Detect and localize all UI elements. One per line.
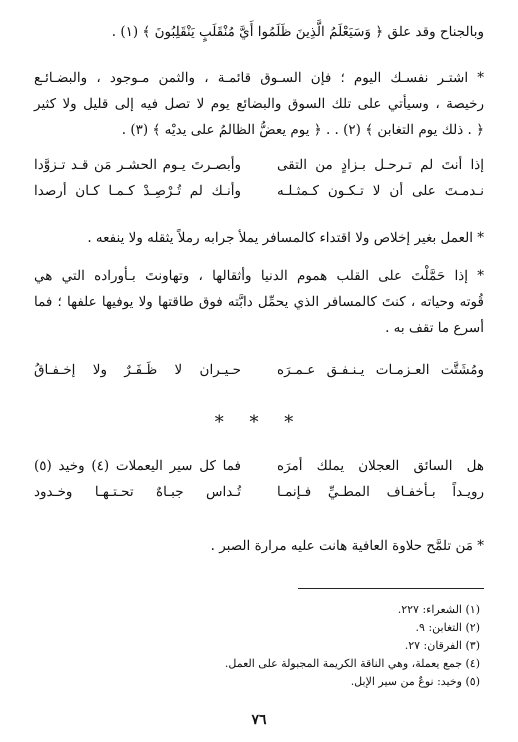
footnote: (٣) الفرقان: ٢٧. bbox=[404, 639, 480, 652]
verse-first-hemistich: ومُشَتَّت العـزمـات يـنـفـق عـمـرَه bbox=[277, 362, 484, 378]
verse-second-hemistich: فما كل سير اليعملات (٤) وخيد (٥) bbox=[34, 458, 242, 474]
paragraph-line: ﴿ . ذلك يوم التغابن ﴾ (٢) . . ﴿ يوم يعضُّ الظالمُ على يديْه ﴾ (٣) . bbox=[121, 122, 484, 138]
footnote: (٤) جمع يعملة، وهي الناقة الكريمة المجبولة على العمل. bbox=[224, 657, 480, 670]
footnote: (١) الشعراء: ٢٢٧. bbox=[397, 603, 480, 616]
verse-first-hemistich: رويـداً بـأخفـاف المطـيِّ فـإنمـا bbox=[277, 484, 484, 500]
verse-line bbox=[34, 456, 484, 476]
verse-second-hemistich: حـيـران لا ظَـفَـرٌ ولا إخـفـاقُ bbox=[34, 362, 241, 378]
verse-first-hemistich: نـدمـتَ على أن لا تـكـون كـمثـلـه bbox=[277, 183, 484, 199]
verse-first-hemistich: إذا أنتَ لم تـرحـل بـزادٍ من التقى bbox=[277, 157, 484, 173]
paragraph-line: * إذا حَمَّلْتَ على القلب هموم الدنيا وأثقالها ، وتهاونتَ بـأوراده التي هي bbox=[34, 268, 484, 284]
verse-line bbox=[34, 482, 484, 502]
verse-first-hemistich: هل السائق العجلان يملك أمرَه bbox=[277, 458, 484, 474]
footnote-divider bbox=[298, 588, 484, 589]
paragraph-line: أسرع ما تقف به . bbox=[385, 320, 484, 336]
verse-line bbox=[34, 155, 484, 175]
paragraph-line: قُوته وحياته ، كنتَ كالمسافر الذي يحمِّل دابَّته فوق طاقتها ولا يوفيها علفها ؛ فما bbox=[34, 294, 484, 310]
footnote: (٢) التغابن: ٩. bbox=[415, 621, 480, 634]
footnote: (٥) وخيد: نوعٌ من سير الإبل. bbox=[350, 675, 480, 688]
page-number: ٧٦ bbox=[251, 712, 267, 728]
paragraph-line: * العمل بغير إخلاص ولا اقتداء كالمسافر يملأ جرابه رملاً يثقله ولا ينفعه . bbox=[87, 230, 484, 246]
paragraph-line: * اشتـر نفسـك اليوم ؛ فإن السـوق قائمـة ، والثمن مـوجود ، والبضـائـع bbox=[34, 70, 484, 86]
section-separator: * * * bbox=[214, 412, 304, 433]
verse-second-hemistich: وأنـك لم تُـرْصِـدْ كـمـا كـان أرصدا bbox=[34, 183, 241, 199]
paragraph-line: رخيصة ، وسيأتي على تلك السوق والبضائع يوم لا تصل فيه إلى قليل ولا كثير bbox=[34, 96, 484, 112]
paragraph-line: * مَن تلمَّح حلاوة العافية هانت عليه مرارة الصبر . bbox=[210, 538, 484, 554]
verse-second-hemistich: وأبصـرتَ يـوم الحشـر مَن قـد تـزوَّدا bbox=[34, 157, 241, 173]
paragraph-line: وبالجناح وقد علق ﴿ وَسَيَعْلَمُ الَّذِينَ ظَلَمُوا أَيَّ مُنْقَلَبٍ يَنْقَلِبُونَ ﴾ (١) . bbox=[111, 24, 484, 40]
verse-second-hemistich: تُـداس جبـاهٌ تحـتـهـا وخـدود bbox=[34, 484, 241, 500]
verse-line bbox=[34, 360, 484, 380]
verse-line bbox=[34, 181, 484, 201]
